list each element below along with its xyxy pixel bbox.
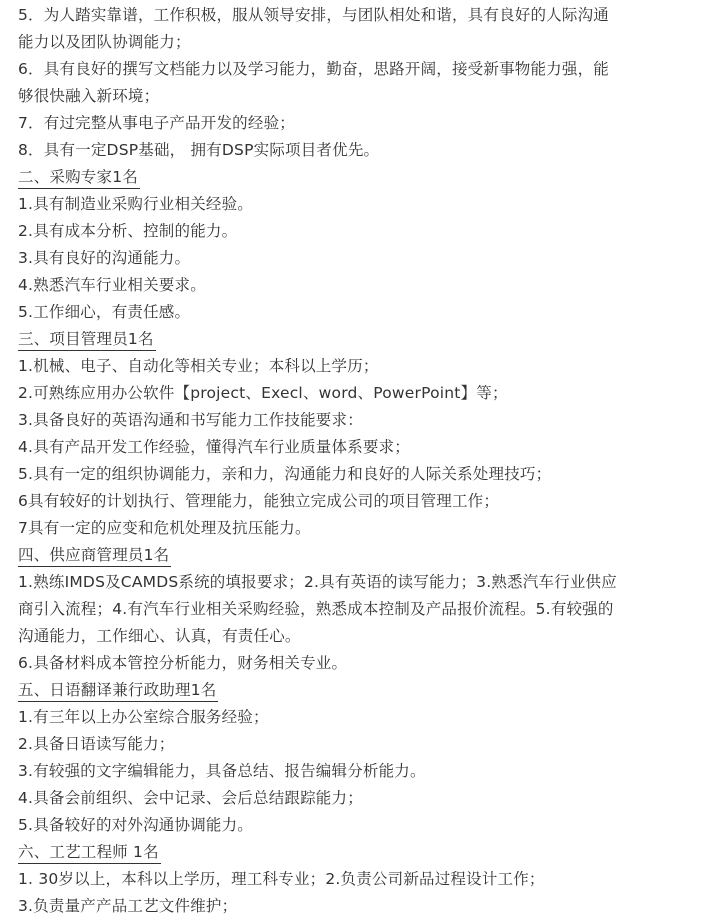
requirement-text: 5.工作细心，有责任感。 — [18, 303, 191, 321]
requirement-text: 能力以及团队协调能力； — [18, 33, 191, 51]
section-heading-row — [18, 839, 704, 866]
requirement-text: 够很快融入新环境； — [18, 87, 160, 105]
requirement-text: 5．为人踏实靠谱，工作积极，服从领导安排，与团队相处和谐，具有良好的人际沟通 — [18, 6, 609, 24]
requirement-text: 1.机械、电子、自动化等相关专业；本科以上学历； — [18, 357, 379, 375]
requirement-line — [18, 407, 704, 434]
requirement-line — [18, 56, 704, 83]
requirement-text: 1.有三年以上办公室综合服务经验； — [18, 708, 269, 726]
requirement-line — [18, 515, 704, 542]
requirement-line — [18, 731, 704, 758]
section-heading: 六、工艺工程师 1名 — [18, 841, 161, 864]
requirement-line — [18, 29, 704, 56]
requirement-text: 4.具有产品开发工作经验，懂得汽车行业质量体系要求； — [18, 438, 410, 456]
section-heading-row — [18, 542, 704, 569]
requirement-line — [18, 866, 704, 893]
section-heading-row — [18, 164, 704, 191]
requirement-text: 1. 30岁以上，本科以上学历，理工科专业；2.负责公司新品过程设计工作； — [18, 870, 545, 888]
requirement-text: 5.具备较好的对外沟通协调能力。 — [18, 816, 253, 834]
requirement-line — [18, 380, 704, 407]
requirement-line — [18, 596, 704, 623]
requirement-line — [18, 704, 704, 731]
requirement-line — [18, 893, 704, 920]
requirement-line — [18, 569, 704, 596]
requirement-line — [18, 650, 704, 677]
requirement-text: 3.有较强的文字编辑能力，具备总结、报告编辑分析能力。 — [18, 762, 426, 780]
requirement-text: 7．有过完整从事电子产品开发的经验； — [18, 114, 295, 132]
requirement-line — [18, 245, 704, 272]
section-heading: 五、日语翻译兼行政助理1名 — [18, 679, 218, 702]
requirement-line — [18, 758, 704, 785]
requirement-text: 6．具有良好的撰写文档能力以及学习能力，勤奋，思路开阔，接受新事物能力强，能 — [18, 60, 609, 78]
requirement-line — [18, 218, 704, 245]
requirement-line — [18, 272, 704, 299]
requirement-line — [18, 812, 704, 839]
requirement-line — [18, 2, 704, 29]
requirement-line — [18, 461, 704, 488]
section-heading: 三、项目管理员1名 — [18, 328, 156, 351]
requirement-text: 2.具备日语读写能力； — [18, 735, 175, 753]
requirement-text: 3.具备良好的英语沟通和书写能力工作技能要求： — [18, 411, 363, 429]
requirement-text: 1.熟练IMDS及CAMDS系统的填报要求；2.具有英语的读写能力；3.熟悉汽车行业供应 — [18, 573, 617, 591]
requirement-text: 3.具有良好的沟通能力。 — [18, 249, 191, 267]
requirement-text: 商引入流程；4.有汽车行业相关采购经验，熟悉成本控制及产品报价流程。5.有较强的 — [18, 600, 614, 618]
requirement-text: 沟通能力，工作细心、认真，有责任心。 — [18, 627, 301, 645]
requirement-line — [18, 299, 704, 326]
requirement-text: 3.负责量产产品工艺文件维护； — [18, 897, 238, 915]
requirement-line — [18, 83, 704, 110]
requirement-text: 7具有一定的应变和危机处理及抗压能力。 — [18, 519, 311, 537]
requirement-text: 5.具有一定的组织协调能力，亲和力，沟通能力和良好的人际关系处理技巧； — [18, 465, 552, 483]
requirement-text: 8．具有一定DSP基础， 拥有DSP实际项目者优先。 — [18, 141, 380, 159]
requirement-text: 4.具备会前组织、会中记录、会后总结跟踪能力； — [18, 789, 363, 807]
requirement-text: 2.具有成本分析、控制的能力。 — [18, 222, 238, 240]
requirement-line — [18, 191, 704, 218]
requirement-text: 4.熟悉汽车行业相关要求。 — [18, 276, 206, 294]
requirement-text: 1.具有制造业采购行业相关经验。 — [18, 195, 253, 213]
requirement-line — [18, 137, 704, 164]
requirement-line — [18, 785, 704, 812]
requirement-text: 6具有较好的计划执行、管理能力，能独立完成公司的项目管理工作； — [18, 492, 500, 510]
requirement-line — [18, 488, 704, 515]
requirement-line — [18, 110, 704, 137]
requirement-line — [18, 353, 704, 380]
section-heading: 二、采购专家1名 — [18, 166, 140, 189]
section-heading-row — [18, 677, 704, 704]
requirement-text: 2.可熟练应用办公软件【project、Execl、word、PowerPoint】等； — [18, 384, 508, 402]
requirement-line — [18, 434, 704, 461]
section-heading: 四、供应商管理员1名 — [18, 544, 171, 567]
requirement-line — [18, 623, 704, 650]
section-heading-row — [18, 326, 704, 353]
requirement-text: 6.具备材料成本管控分析能力，财务相关专业。 — [18, 654, 348, 672]
